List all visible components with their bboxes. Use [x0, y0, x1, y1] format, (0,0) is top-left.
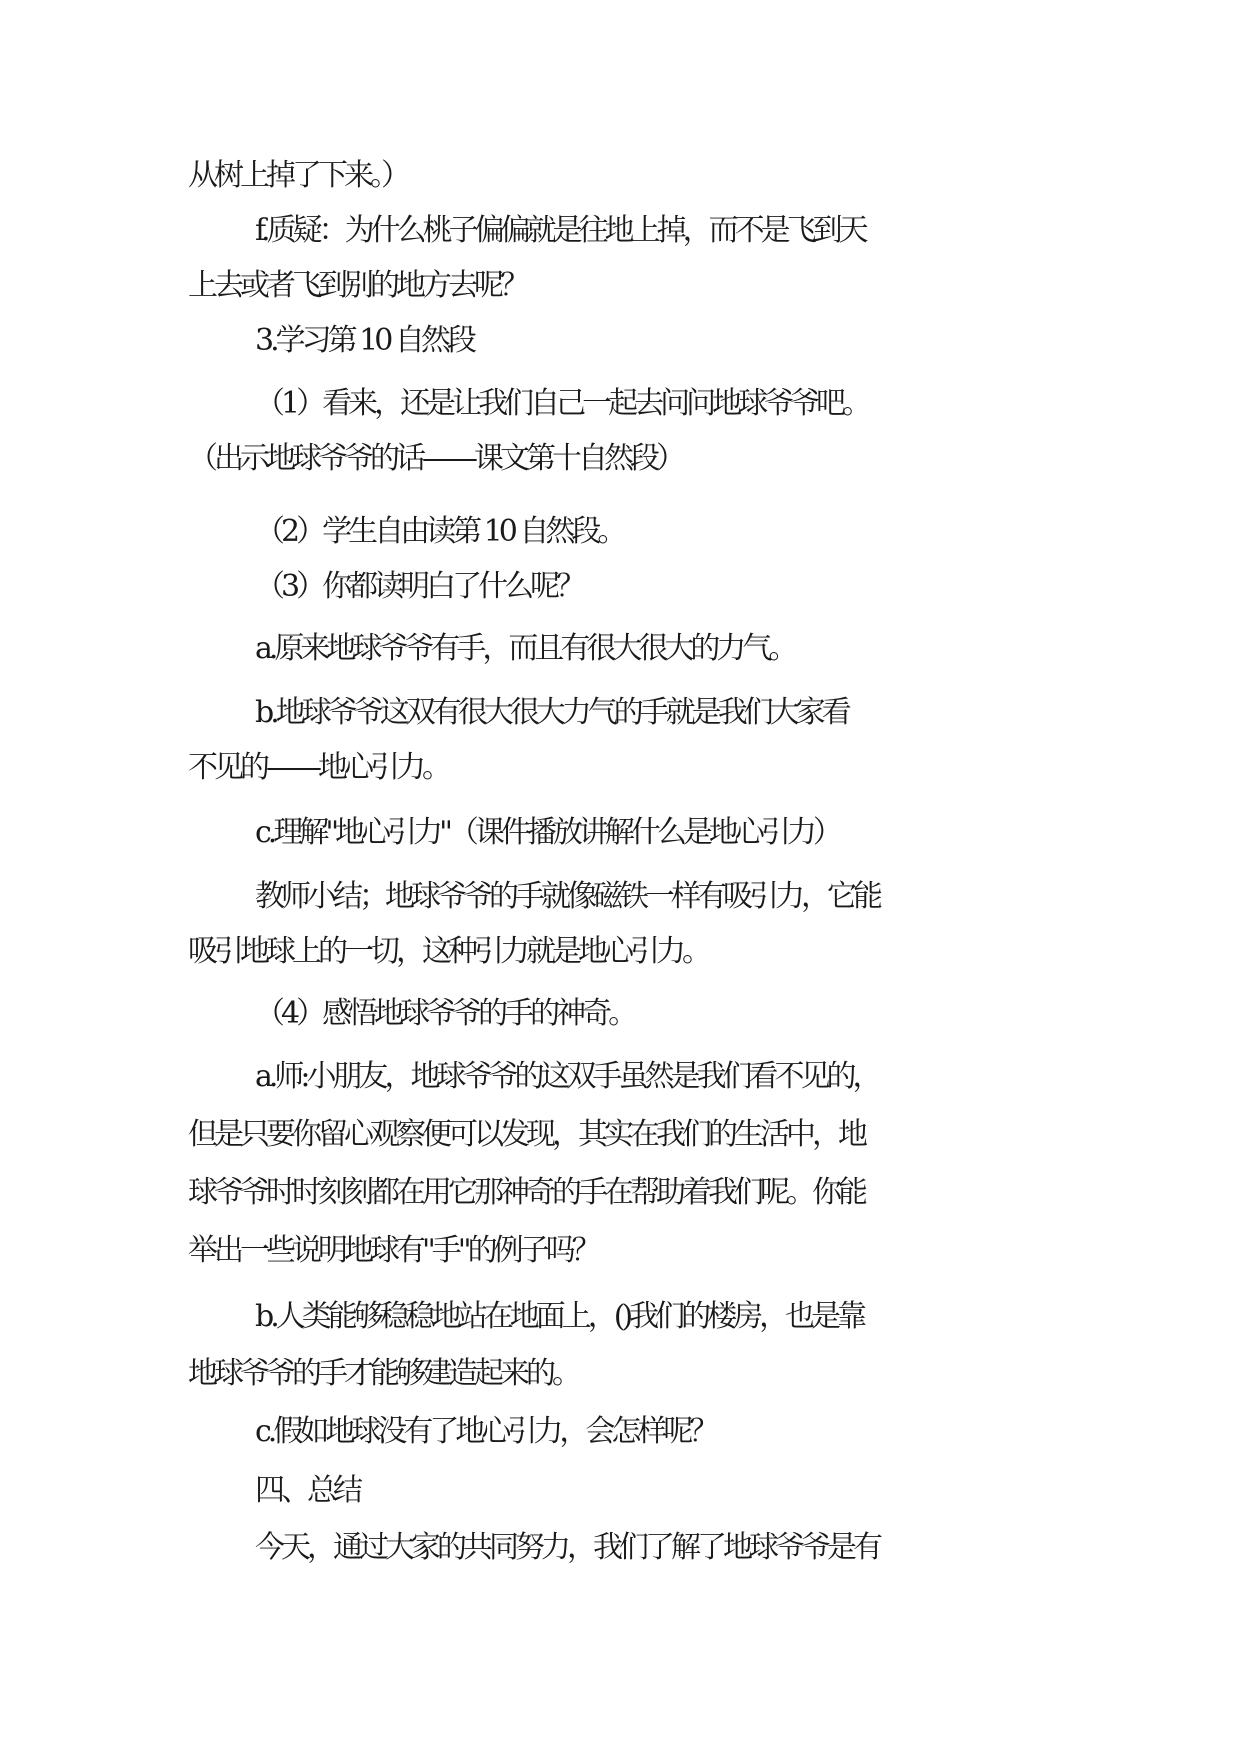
text-line: 地球爷爷的手才能够建造起来的。: [188, 1356, 578, 1391]
text-line: （4）感悟地球爷爷的手的神奇。: [255, 996, 635, 1031]
text-line: （出示地球爷爷的话——课文第十自然段）: [188, 441, 682, 476]
text-line: 举出一些说明地球有"手"的例子吗？: [188, 1233, 598, 1268]
text-line: 吸引地球上的一切，这种引力就是地心引力。: [188, 934, 708, 969]
text-line: c.理解"地心引力"（课件播放讲解什么是地心引力）: [255, 815, 839, 850]
text-line: （2）学生自由读第 10 自然段。: [255, 514, 624, 549]
text-line: 四、总结: [255, 1473, 359, 1508]
text-line: b.地球爷爷这双有很大很大力气的手就是我们大家看: [255, 695, 848, 730]
text-line: 从树上掉了下来。）: [188, 158, 407, 193]
text-line: b.人类能够稳稳地站在地面上，()我们的楼房，也是靠: [255, 1299, 864, 1334]
text-line: 上去或者飞到别的地方去呢？: [188, 268, 526, 303]
text-line: 教师小结；地球爷爷的手就像磁铁一样有吸引力，它能: [255, 879, 879, 914]
text-line: （3）你都读明白了什么呢？: [255, 569, 583, 604]
text-line: 不见的——地心引力。: [188, 750, 448, 785]
text-line: f.质疑：为什么桃子偏偏就是往地上掉，而不是飞到天: [255, 213, 865, 248]
text-line: c.假如地球没有了地心引力，会怎样呢？: [255, 1414, 716, 1449]
text-line: （1）看来，还是让我们自己一起去问问地球爷爷吧。: [255, 386, 869, 421]
text-line: a.师:小朋友，地球爷爷的这双手虽然是我们看不见的，: [255, 1059, 879, 1094]
text-line: 今天，通过大家的共同努力，我们了解了地球爷爷是有: [255, 1530, 879, 1565]
text-line: a.原来地球爷爷有手，而且有很大很大的力气。: [255, 631, 795, 666]
text-line: 但是只要你留心观察便可以发现，其实在我们的生活中，地: [188, 1117, 864, 1152]
text-line: 3.学习第 10 自然段: [255, 323, 473, 358]
text-line: 球爷爷时时刻刻都在用它那神奇的手在帮助着我们呢。你能: [188, 1175, 864, 1210]
